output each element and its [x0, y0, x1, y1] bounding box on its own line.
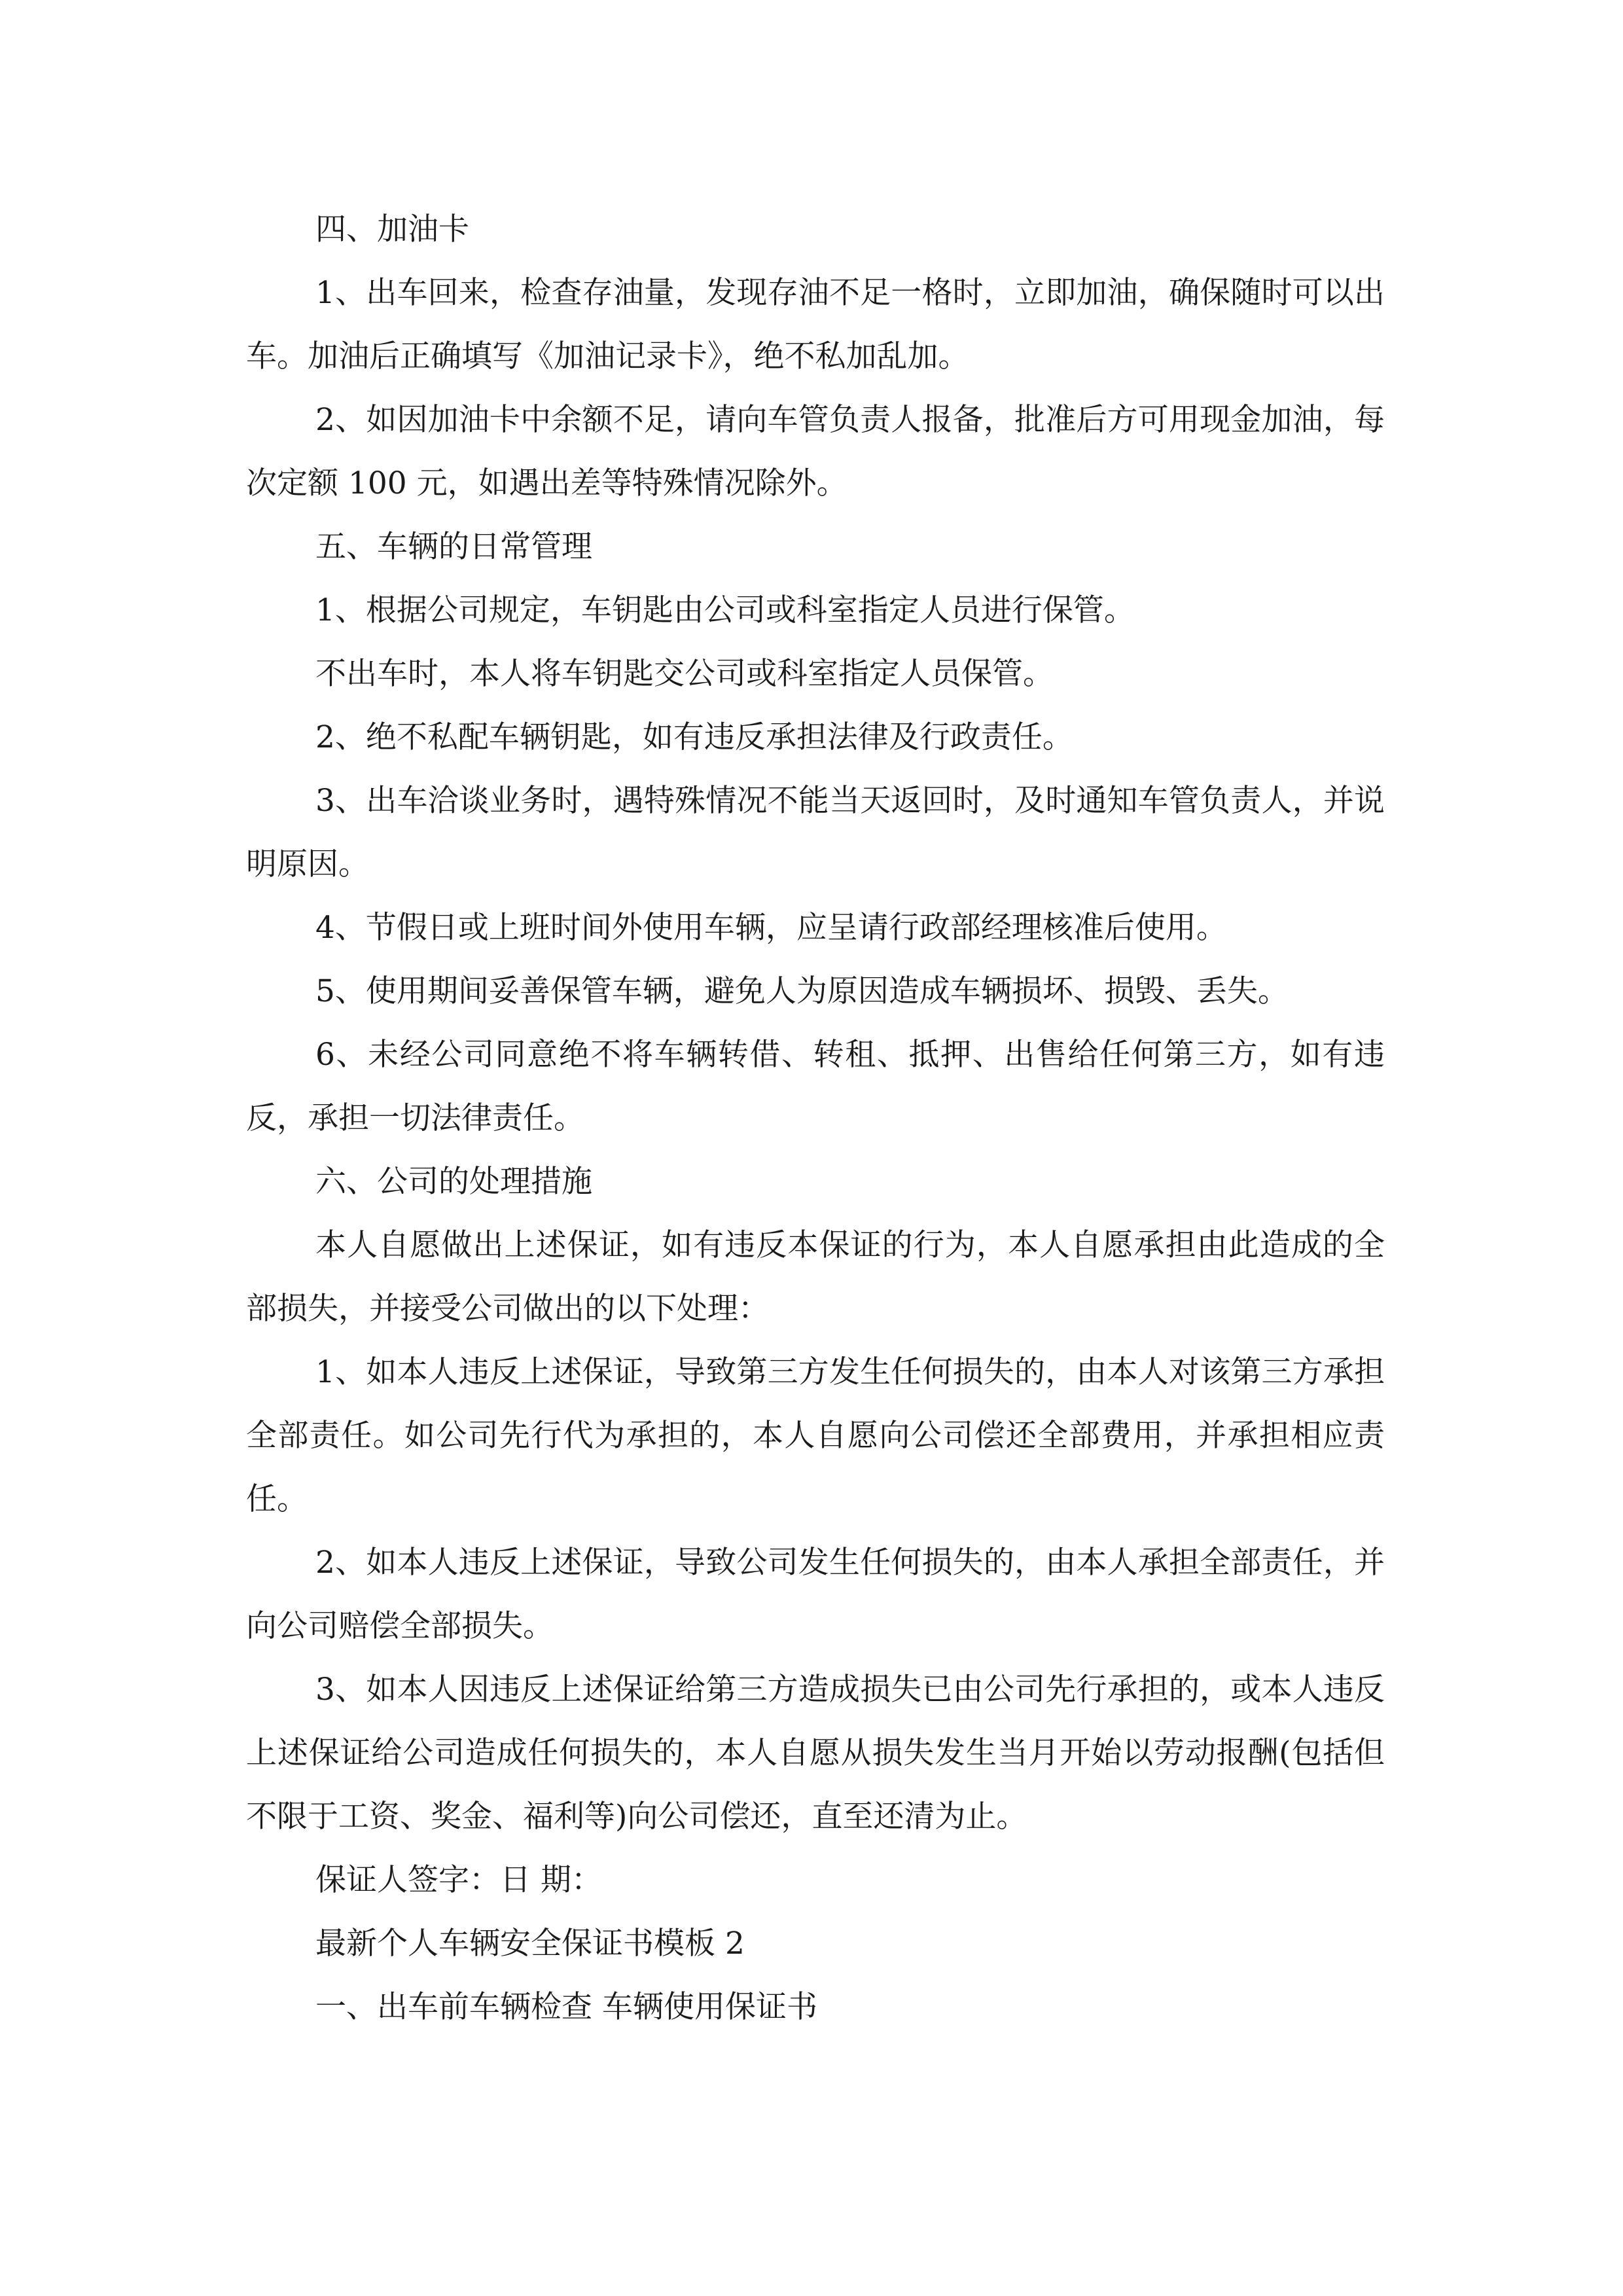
section-heading-company-measures: 六、公司的处理措施	[315, 1164, 592, 1200]
section-heading-pre-trip-check: 一、出车前车辆检查 车辆使用保证书	[315, 1989, 817, 2025]
paragraph: 不出车时，本人将车钥匙交公司或科室指定人员保管。	[315, 656, 1054, 692]
section-heading-daily-management: 五、车辆的日常管理	[315, 529, 592, 565]
paragraph: 1、出车回来，检查存油量，发现存油不足一格时，立即加油，确保随时可以出车。加油后正确填写《加油记录卡》，绝不私加乱加。	[246, 275, 1385, 374]
paragraph: 3、如本人因违反上述保证给第三方造成损失已由公司先行承担的，或本人违反上述保证给公司造成任何损失的，本人自愿从损失发生当月开始以劳动报酬(包括但不限于工资、奖金、福利等)向公司偿还，直至还清为止。	[246, 1672, 1385, 1835]
paragraph: 1、根据公司规定，车钥匙由公司或科室指定人员进行保管。	[315, 592, 1135, 628]
paragraph: 5、使用期间妥善保管车辆，避免人为原因造成车辆损坏、损毁、丢失。	[315, 973, 1289, 1009]
paragraph: 2、如本人违反上述保证，导致公司发生任何损失的，由本人承担全部责任，并向公司赔偿全部损失。	[246, 1545, 1385, 1644]
document-body	[246, 198, 1385, 2039]
paragraph: 1、如本人违反上述保证，导致第三方发生任何损失的，由本人对该第三方承担全部责任。如公司先行代为承担的，本人自愿向公司偿还全部费用，并承担相应责任。	[246, 1354, 1385, 1517]
section-heading-fuel-card: 四、加油卡	[315, 211, 469, 247]
paragraph: 2、绝不私配车辆钥匙，如有违反承担法律及行政责任。	[315, 719, 1073, 755]
paragraph: 2、如因加油卡中余额不足，请向车管负责人报备，批准后方可用现金加油，每次定额 100 元，如遇出差等特殊情况除外。	[246, 402, 1385, 501]
paragraph: 4、节假日或上班时间外使用车辆，应呈请行政部经理核准后使用。	[315, 910, 1227, 946]
signature-line: 保证人签字：日 期：	[315, 1862, 602, 1898]
paragraph: 本人自愿做出上述保证，如有违反本保证的行为，本人自愿承担由此造成的全部损失，并接受公司做出的以下处理：	[246, 1227, 1385, 1327]
paragraph: 6、未经公司同意绝不将车辆转借、转租、抵押、出售给任何第三方，如有违反，承担一切法律责任。	[246, 1037, 1385, 1136]
paragraph: 3、出车洽谈业务时，遇特殊情况不能当天返回时，及时通知车管负责人，并说明原因。	[246, 783, 1385, 882]
template-title: 最新个人车辆安全保证书模板 2	[315, 1926, 745, 1962]
